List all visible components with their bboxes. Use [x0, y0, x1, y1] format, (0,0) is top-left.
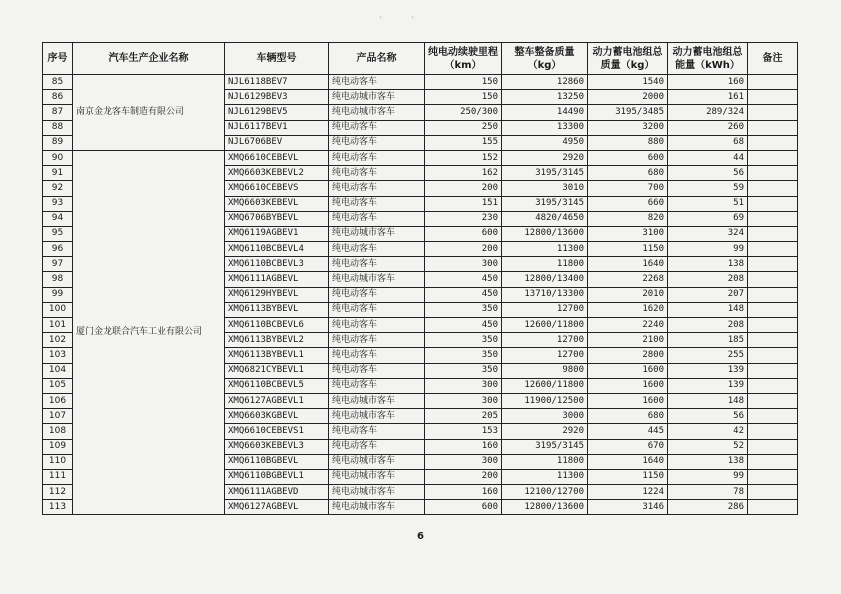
row-number-cell: 89 — [43, 135, 73, 150]
remark-cell — [748, 439, 798, 454]
remark-cell — [748, 302, 798, 317]
range-cell: 200 — [425, 242, 502, 257]
remark-cell — [748, 166, 798, 181]
vehicle-model-cell: XMQ6603KGBEVL — [225, 409, 329, 424]
product-name-cell: 纯电动城市客车 — [329, 105, 425, 120]
vehicle-model-cell: NJL6118BEV7 — [225, 75, 329, 90]
header-no: 序号 — [43, 43, 73, 75]
range-cell: 450 — [425, 318, 502, 333]
remark-cell — [748, 454, 798, 469]
vehicle-model-cell: XMQ6110BGBEVL — [225, 454, 329, 469]
product-name-cell: 纯电动客车 — [329, 211, 425, 226]
remark-cell — [748, 90, 798, 105]
vehicle-model-cell: XMQ6110BCBEVL5 — [225, 378, 329, 393]
vehicle-model-cell: XMQ6821CYBEVL1 — [225, 363, 329, 378]
product-name-cell: 纯电动城市客车 — [329, 500, 425, 515]
range-cell: 150 — [425, 90, 502, 105]
header-product: 产品名称 — [329, 43, 425, 75]
battery-mass-cell: 3200 — [588, 120, 668, 135]
vehicle-model-cell: XMQ6111AGBEVD — [225, 485, 329, 500]
remark-cell — [748, 135, 798, 150]
product-name-cell: 纯电动客车 — [329, 75, 425, 90]
product-name-cell: 纯电动城市客车 — [329, 272, 425, 287]
vehicle-model-cell: XMQ6113BYBEVL1 — [225, 348, 329, 363]
curb-mass-cell: 12800/13600 — [502, 226, 588, 241]
battery-mass-cell: 1540 — [588, 75, 668, 90]
curb-mass-cell: 13710/13300 — [502, 287, 588, 302]
vehicle-model-cell: NJL6129BEV5 — [225, 105, 329, 120]
range-cell: 160 — [425, 439, 502, 454]
vehicle-model-cell: XMQ6113BYBEVL2 — [225, 333, 329, 348]
battery-energy-cell: 160 — [668, 75, 748, 90]
row-number-cell: 112 — [43, 485, 73, 500]
range-cell: 162 — [425, 166, 502, 181]
battery-energy-cell: 138 — [668, 257, 748, 272]
row-number-cell: 85 — [43, 75, 73, 90]
battery-energy-cell: 208 — [668, 318, 748, 333]
vehicle-model-cell: XMQ6113BYBEVL — [225, 302, 329, 317]
vehicle-model-cell: XMQ6110BGBEVL1 — [225, 469, 329, 484]
curb-mass-cell: 3195/3145 — [502, 166, 588, 181]
row-number-cell: 102 — [43, 333, 73, 348]
range-cell: 155 — [425, 135, 502, 150]
row-number-cell: 98 — [43, 272, 73, 287]
vehicle-model-cell: XMQ6127AGBEVL1 — [225, 393, 329, 408]
range-cell: 150 — [425, 75, 502, 90]
battery-mass-cell: 1150 — [588, 469, 668, 484]
battery-energy-cell: 255 — [668, 348, 748, 363]
range-cell: 600 — [425, 226, 502, 241]
battery-mass-cell: 2000 — [588, 90, 668, 105]
battery-mass-cell: 2240 — [588, 318, 668, 333]
curb-mass-cell: 11800 — [502, 257, 588, 272]
vehicle-catalog-table — [42, 42, 798, 515]
battery-mass-cell: 1224 — [588, 485, 668, 500]
curb-mass-cell: 11300 — [502, 469, 588, 484]
remark-cell — [748, 469, 798, 484]
remark-cell — [748, 287, 798, 302]
product-name-cell: 纯电动客车 — [329, 363, 425, 378]
product-name-cell: 纯电动城市客车 — [329, 469, 425, 484]
product-name-cell: 纯电动城市客车 — [329, 454, 425, 469]
company-name-cell: 厦门金龙联合汽车工业有限公司 — [73, 150, 225, 515]
battery-mass-cell: 2800 — [588, 348, 668, 363]
curb-mass-cell: 3195/3145 — [502, 439, 588, 454]
battery-mass-cell: 2268 — [588, 272, 668, 287]
range-cell: 600 — [425, 500, 502, 515]
battery-mass-cell: 660 — [588, 196, 668, 211]
product-name-cell: 纯电动客车 — [329, 439, 425, 454]
vehicle-model-cell: XMQ6127AGBEVL — [225, 500, 329, 515]
battery-energy-cell: 324 — [668, 226, 748, 241]
row-number-cell: 97 — [43, 257, 73, 272]
curb-mass-cell: 13300 — [502, 120, 588, 135]
row-number-cell: 108 — [43, 424, 73, 439]
product-name-cell: 纯电动客车 — [329, 333, 425, 348]
curb-mass-cell: 9800 — [502, 363, 588, 378]
range-cell: 350 — [425, 333, 502, 348]
vehicle-model-cell: NJL6706BEV — [225, 135, 329, 150]
range-cell: 152 — [425, 150, 502, 165]
vehicle-model-cell: XMQ6129HYBEVL — [225, 287, 329, 302]
battery-mass-cell: 880 — [588, 135, 668, 150]
remark-cell — [748, 485, 798, 500]
range-cell: 151 — [425, 196, 502, 211]
curb-mass-cell: 12100/12700 — [502, 485, 588, 500]
battery-mass-cell: 600 — [588, 150, 668, 165]
product-name-cell: 纯电动客车 — [329, 257, 425, 272]
curb-mass-cell: 12860 — [502, 75, 588, 90]
range-cell: 250 — [425, 120, 502, 135]
vehicle-model-cell: XMQ6610CEBEVS1 — [225, 424, 329, 439]
range-cell: 300 — [425, 378, 502, 393]
header-battery-energy: 动力蓄电池组总能量（kWh） — [668, 43, 748, 75]
product-name-cell: 纯电动客车 — [329, 150, 425, 165]
remark-cell — [748, 363, 798, 378]
battery-energy-cell: 69 — [668, 211, 748, 226]
battery-mass-cell: 3100 — [588, 226, 668, 241]
scan-mark: ' — [380, 16, 382, 23]
vehicle-model-cell: XMQ6110BCBEVL4 — [225, 242, 329, 257]
vehicle-model-cell: XMQ6603KEBEVL — [225, 196, 329, 211]
range-cell: 300 — [425, 393, 502, 408]
battery-energy-cell: 207 — [668, 287, 748, 302]
row-number-cell: 92 — [43, 181, 73, 196]
battery-energy-cell: 44 — [668, 150, 748, 165]
product-name-cell: 纯电动客车 — [329, 242, 425, 257]
row-number-cell: 87 — [43, 105, 73, 120]
product-name-cell: 纯电动客车 — [329, 378, 425, 393]
curb-mass-cell: 12800/13400 — [502, 272, 588, 287]
battery-energy-cell: 260 — [668, 120, 748, 135]
row-number-cell: 99 — [43, 287, 73, 302]
battery-energy-cell: 99 — [668, 242, 748, 257]
curb-mass-cell: 12700 — [502, 302, 588, 317]
battery-mass-cell: 1600 — [588, 393, 668, 408]
product-name-cell: 纯电动城市客车 — [329, 409, 425, 424]
curb-mass-cell: 4950 — [502, 135, 588, 150]
scan-mark: ' — [412, 16, 414, 23]
curb-mass-cell: 3000 — [502, 409, 588, 424]
remark-cell — [748, 348, 798, 363]
range-cell: 300 — [425, 257, 502, 272]
battery-energy-cell: 52 — [668, 439, 748, 454]
row-number-cell: 104 — [43, 363, 73, 378]
product-name-cell: 纯电动客车 — [329, 135, 425, 150]
product-name-cell: 纯电动客车 — [329, 166, 425, 181]
range-cell: 450 — [425, 272, 502, 287]
header-company: 汽车生产企业名称 — [73, 43, 225, 75]
battery-mass-cell: 680 — [588, 166, 668, 181]
battery-energy-cell: 56 — [668, 166, 748, 181]
curb-mass-cell: 14490 — [502, 105, 588, 120]
row-number-cell: 111 — [43, 469, 73, 484]
range-cell: 205 — [425, 409, 502, 424]
remark-cell — [748, 424, 798, 439]
remark-cell — [748, 257, 798, 272]
row-number-cell: 109 — [43, 439, 73, 454]
product-name-cell: 纯电动城市客车 — [329, 90, 425, 105]
vehicle-model-cell: XMQ6603KEBEVL2 — [225, 166, 329, 181]
row-number-cell: 110 — [43, 454, 73, 469]
range-cell: 350 — [425, 363, 502, 378]
battery-mass-cell: 1600 — [588, 363, 668, 378]
range-cell: 350 — [425, 302, 502, 317]
row-number-cell: 96 — [43, 242, 73, 257]
battery-energy-cell: 68 — [668, 135, 748, 150]
row-number-cell: 106 — [43, 393, 73, 408]
row-number-cell: 107 — [43, 409, 73, 424]
remark-cell — [748, 333, 798, 348]
remark-cell — [748, 120, 798, 135]
battery-mass-cell: 2010 — [588, 287, 668, 302]
battery-mass-cell: 445 — [588, 424, 668, 439]
battery-energy-cell: 286 — [668, 500, 748, 515]
battery-mass-cell: 3195/3485 — [588, 105, 668, 120]
product-name-cell: 纯电动城市客车 — [329, 485, 425, 500]
range-cell: 160 — [425, 485, 502, 500]
battery-energy-cell: 59 — [668, 181, 748, 196]
vehicle-model-cell: XMQ6119AGBEV1 — [225, 226, 329, 241]
curb-mass-cell: 11300 — [502, 242, 588, 257]
header-model: 车辆型号 — [225, 43, 329, 75]
remark-cell — [748, 226, 798, 241]
header-range: 纯电动续驶里程（km） — [425, 43, 502, 75]
page-number: 6 — [417, 531, 424, 542]
vehicle-model-cell: NJL6129BEV3 — [225, 90, 329, 105]
vehicle-model-cell: XMQ6111AGBEVL — [225, 272, 329, 287]
battery-energy-cell: 56 — [668, 409, 748, 424]
battery-mass-cell: 3146 — [588, 500, 668, 515]
curb-mass-cell: 4820/4650 — [502, 211, 588, 226]
product-name-cell: 纯电动客车 — [329, 424, 425, 439]
battery-energy-cell: 99 — [668, 469, 748, 484]
battery-energy-cell: 289/324 — [668, 105, 748, 120]
curb-mass-cell: 12700 — [502, 348, 588, 363]
curb-mass-cell: 11800 — [502, 454, 588, 469]
curb-mass-cell: 12700 — [502, 333, 588, 348]
curb-mass-cell: 3195/3145 — [502, 196, 588, 211]
row-number-cell: 94 — [43, 211, 73, 226]
range-cell: 200 — [425, 469, 502, 484]
battery-energy-cell: 139 — [668, 363, 748, 378]
remark-cell — [748, 500, 798, 515]
product-name-cell: 纯电动客车 — [329, 181, 425, 196]
product-name-cell: 纯电动客车 — [329, 348, 425, 363]
product-name-cell: 纯电动客车 — [329, 302, 425, 317]
product-name-cell: 纯电动客车 — [329, 120, 425, 135]
header-battery-mass: 动力蓄电池组总质量（kg） — [588, 43, 668, 75]
battery-mass-cell: 1600 — [588, 378, 668, 393]
product-name-cell: 纯电动客车 — [329, 287, 425, 302]
battery-mass-cell: 1620 — [588, 302, 668, 317]
table-row — [43, 150, 798, 165]
range-cell: 300 — [425, 454, 502, 469]
remark-cell — [748, 378, 798, 393]
remark-cell — [748, 393, 798, 408]
remark-cell — [748, 211, 798, 226]
curb-mass-cell: 2920 — [502, 150, 588, 165]
row-number-cell: 113 — [43, 500, 73, 515]
battery-mass-cell: 680 — [588, 409, 668, 424]
battery-energy-cell: 208 — [668, 272, 748, 287]
range-cell: 250/300 — [425, 105, 502, 120]
row-number-cell: 90 — [43, 150, 73, 165]
battery-mass-cell: 2100 — [588, 333, 668, 348]
row-number-cell: 95 — [43, 226, 73, 241]
range-cell: 153 — [425, 424, 502, 439]
battery-energy-cell: 78 — [668, 485, 748, 500]
remark-cell — [748, 150, 798, 165]
range-cell: 230 — [425, 211, 502, 226]
row-number-cell: 103 — [43, 348, 73, 363]
battery-mass-cell: 820 — [588, 211, 668, 226]
range-cell: 450 — [425, 287, 502, 302]
remark-cell — [748, 409, 798, 424]
row-number-cell: 105 — [43, 378, 73, 393]
vehicle-model-cell: XMQ6706BYBEVL — [225, 211, 329, 226]
vehicle-model-cell: XMQ6610CEBEVL — [225, 150, 329, 165]
battery-energy-cell: 138 — [668, 454, 748, 469]
curb-mass-cell: 2920 — [502, 424, 588, 439]
remark-cell — [748, 272, 798, 287]
curb-mass-cell: 3010 — [502, 181, 588, 196]
header-mass: 整车整备质量（kg） — [502, 43, 588, 75]
remark-cell — [748, 318, 798, 333]
vehicle-model-cell: XMQ6110BCBEVL6 — [225, 318, 329, 333]
header-remark: 备注 — [748, 43, 798, 75]
battery-energy-cell: 139 — [668, 378, 748, 393]
battery-energy-cell: 42 — [668, 424, 748, 439]
battery-energy-cell: 185 — [668, 333, 748, 348]
row-number-cell: 101 — [43, 318, 73, 333]
table-row — [43, 75, 798, 90]
product-name-cell: 纯电动客车 — [329, 318, 425, 333]
range-cell: 200 — [425, 181, 502, 196]
row-number-cell: 93 — [43, 196, 73, 211]
battery-energy-cell: 148 — [668, 302, 748, 317]
vehicle-model-cell: XMQ6603KEBEVL3 — [225, 439, 329, 454]
company-name-cell: 南京金龙客车制造有限公司 — [73, 75, 225, 151]
range-cell: 350 — [425, 348, 502, 363]
battery-mass-cell: 1640 — [588, 257, 668, 272]
remark-cell — [748, 181, 798, 196]
battery-energy-cell: 51 — [668, 196, 748, 211]
vehicle-model-cell: NJL6117BEV1 — [225, 120, 329, 135]
battery-mass-cell: 700 — [588, 181, 668, 196]
curb-mass-cell: 12600/11800 — [502, 318, 588, 333]
table-body — [43, 75, 798, 515]
curb-mass-cell: 11900/12500 — [502, 393, 588, 408]
remark-cell — [748, 196, 798, 211]
product-name-cell: 纯电动城市客车 — [329, 393, 425, 408]
battery-mass-cell: 1640 — [588, 454, 668, 469]
vehicle-model-cell: XMQ6110BCBEVL3 — [225, 257, 329, 272]
product-name-cell: 纯电动客车 — [329, 196, 425, 211]
row-number-cell: 88 — [43, 120, 73, 135]
remark-cell — [748, 242, 798, 257]
battery-energy-cell: 148 — [668, 393, 748, 408]
row-number-cell: 100 — [43, 302, 73, 317]
remark-cell — [748, 75, 798, 90]
battery-mass-cell: 1150 — [588, 242, 668, 257]
curb-mass-cell: 13250 — [502, 90, 588, 105]
vehicle-model-cell: XMQ6610CEBEVS — [225, 181, 329, 196]
battery-mass-cell: 670 — [588, 439, 668, 454]
battery-energy-cell: 161 — [668, 90, 748, 105]
product-name-cell: 纯电动城市客车 — [329, 226, 425, 241]
curb-mass-cell: 12600/11800 — [502, 378, 588, 393]
curb-mass-cell: 12800/13600 — [502, 500, 588, 515]
row-number-cell: 91 — [43, 166, 73, 181]
row-number-cell: 86 — [43, 90, 73, 105]
table-header-row — [43, 43, 798, 75]
remark-cell — [748, 105, 798, 120]
